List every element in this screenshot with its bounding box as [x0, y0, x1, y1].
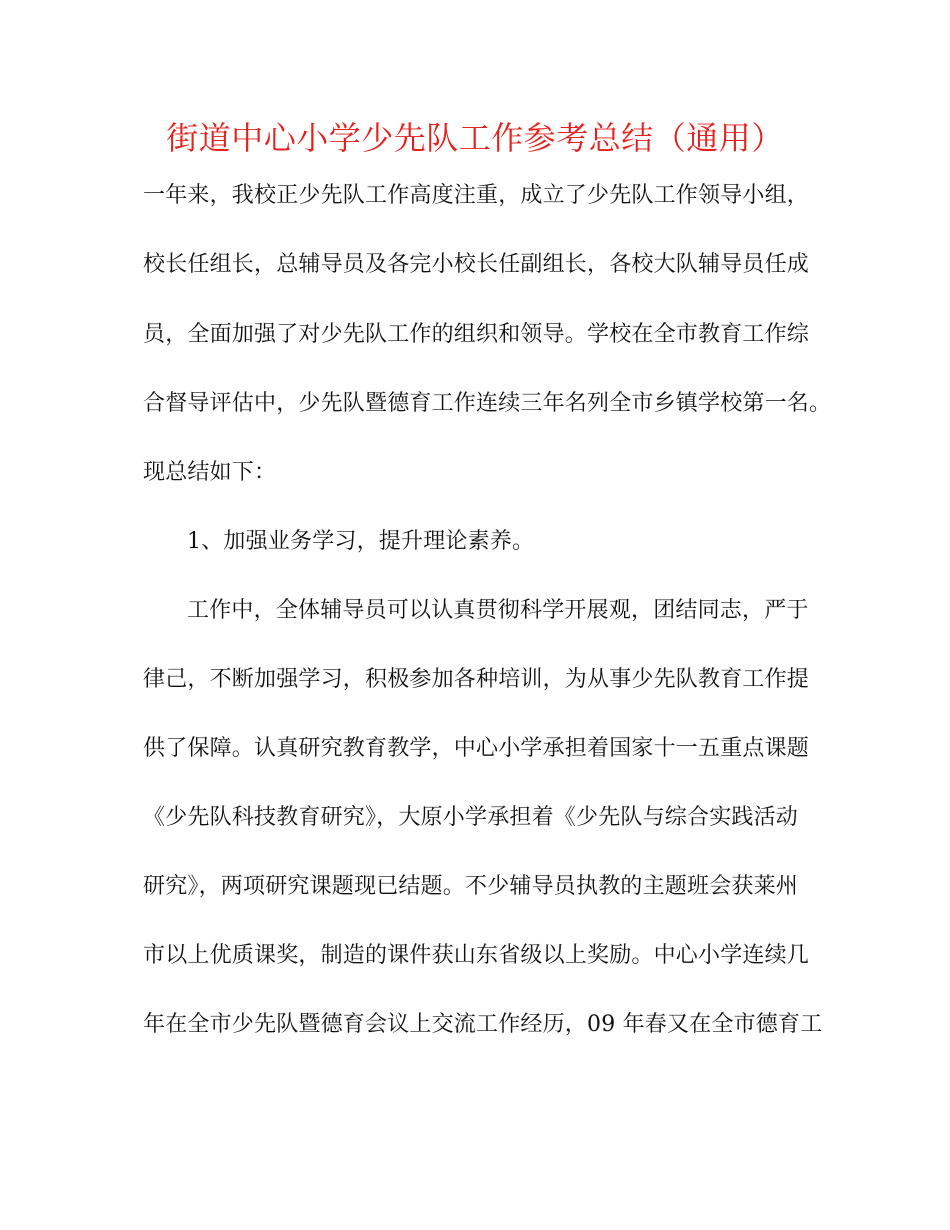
document-title: 街道中心小学少先队工作参考总结（通用） — [166, 119, 784, 157]
paragraph-line: 年在全市少先队暨德育会议上交流工作经历，09 年春又在全市德育工 — [143, 1012, 823, 1037]
paragraph-line: 员，全面加强了对少先队工作的组织和领导。学校在全市教育工作综 — [143, 322, 810, 347]
paragraph-line: 一年来，我校正少先队工作高度注重，成立了少先队工作领导小组， — [143, 183, 810, 208]
section-heading: 1、加强业务学习，提升理论素养。 — [187, 529, 535, 554]
paragraph-line: 研究》，两项研究课题现已结题。不少辅导员执教的主题班会获莱州 — [143, 874, 799, 899]
paragraph-line: 律己，不断加强学习，积极参加各种培训，为从事少先队教育工作提 — [143, 667, 810, 692]
paragraph-line: 校长任组长，总辅导员及各完小校长任副组长，各校大队辅导员任成 — [143, 252, 810, 277]
paragraph-line: 《少先队科技教育研究》，大原小学承担着《少先队与综合实践活动 — [143, 805, 799, 830]
paragraph-line: 工作中，全体辅导员可以认真贯彻科学开展观，团结同志，严于 — [187, 598, 809, 623]
paragraph-line: 合督导评估中，少先队暨德育工作连续三年名列全市乡镇学校第一名。 — [143, 391, 832, 416]
paragraph-line: 供了保障。认真研究教育教学，中心小学承担着国家十一五重点课题 — [143, 736, 810, 761]
paragraph-line: 市以上优质课奖，制造的课件获山东省级以上奖励。中心小学连续几 — [143, 943, 810, 968]
paragraph-line: 现总结如下： — [143, 460, 277, 485]
